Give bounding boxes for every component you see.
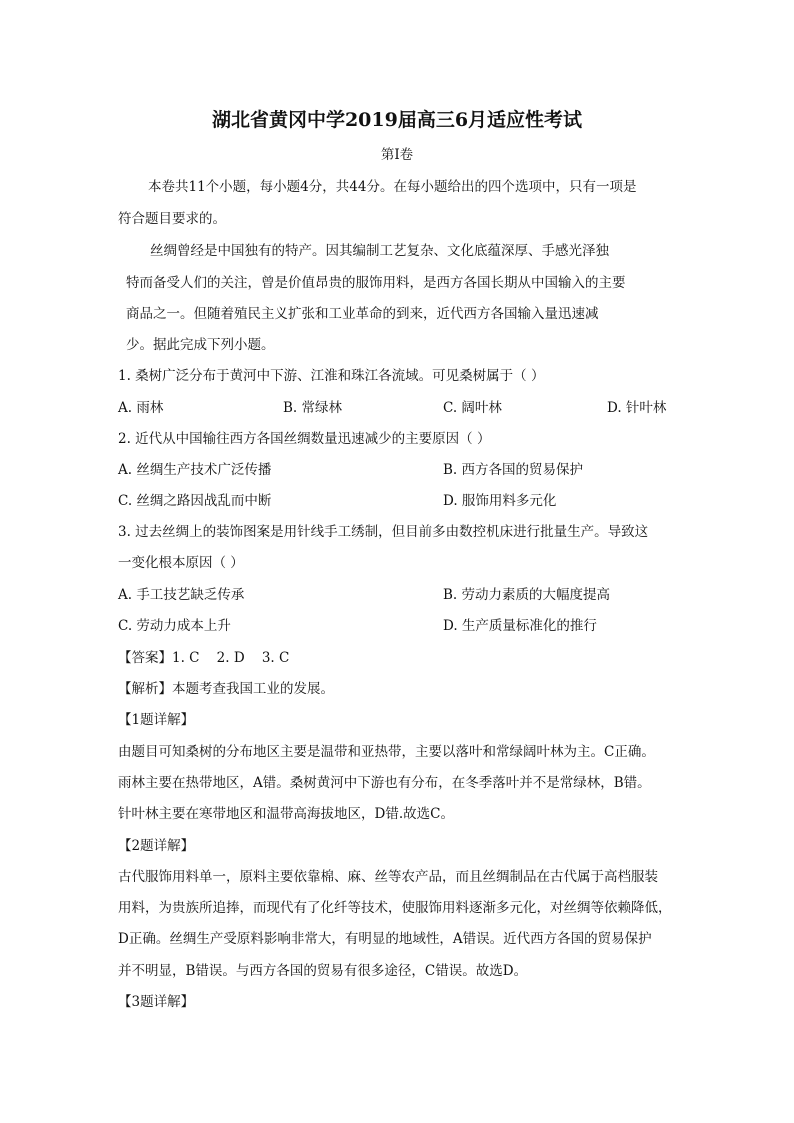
detail-1-heading: 【1题详解】: [118, 712, 195, 728]
answer-line: 【答案】1. C 2. D 3. C: [118, 650, 290, 666]
q2-option-b: B. 西方各国的贸易保护: [443, 462, 584, 478]
q3-option-c: C. 劳动力成本上升: [118, 618, 231, 634]
q3-option-b: B. 劳动力素质的大幅度提高: [443, 587, 611, 603]
q2-option-d: D. 服饰用料多元化: [443, 493, 557, 509]
page-title: 湖北省黄冈中学2019届高三6月适应性考试: [211, 109, 583, 131]
detail-3-heading: 【3题详解】: [118, 994, 195, 1010]
q2-option-a: A. 丝绸生产技术广泛传播: [118, 462, 272, 478]
question-3-stem-line-2: 一变化根本原因（ ）: [118, 555, 244, 571]
detail-2-heading: 【2题详解】: [118, 838, 195, 854]
detail-1-line-1: 由题目可知桑树的分布地区主要是温带和亚热带，主要以落叶和常绿阔叶林为主。C正确。: [118, 744, 655, 760]
section-heading: 第I卷: [380, 147, 414, 163]
detail-2-line-1: 古代服饰用料单一，原料主要依靠棉、麻、丝等农产品，而且丝绸制品在古代属于高档服装: [118, 869, 658, 885]
passage-line-3: 商品之一。但随着殖民主义扩张和工业革命的到来，近代西方各国输入量迅速减: [126, 306, 599, 322]
q1-option-b: B. 常绿林: [283, 400, 343, 416]
q3-option-a: A. 手工技艺缺乏传承: [118, 587, 245, 603]
q1-option-d: D. 针叶林: [607, 400, 667, 416]
question-1-stem: 1. 桑树广泛分布于黄河中下游、江淮和珠江各流域。可见桑树属于（ ）: [118, 368, 545, 384]
detail-2-line-2: 用料，为贵族所追捧，而现代有了化纤等技术，使服饰用料逐渐多元化，对丝绸等依赖降低，: [118, 900, 672, 916]
detail-2-line-3: D正确。丝绸生产受原料影响非常大，有明显的地域性，A错误。近代西方各国的贸易保护: [118, 931, 652, 947]
passage-line-4: 少。据此完成下列小题。: [126, 337, 275, 353]
question-2-stem: 2. 近代从中国输往西方各国丝绸数量迅速减少的主要原因（ ）: [118, 431, 491, 447]
detail-2-line-4: 并不明显，B错误。与西方各国的贸易有很多途径，C错误。故选D。: [118, 963, 528, 979]
q3-option-d: D. 生产质量标准化的推行: [443, 618, 597, 634]
instructions-line-2: 符合题目要求的。: [118, 211, 226, 227]
passage-line-2: 特而备受人们的关注，曾是价值昂贵的服饰用料，是西方各国长期从中国输入的主要: [126, 275, 626, 291]
detail-1-line-2: 雨林主要在热带地区，A错。桑树黄河中下游也有分布，在冬季落叶并不是常绿林，B错。: [118, 775, 651, 791]
q2-option-c: C. 丝绸之路因战乱而中断: [118, 493, 272, 509]
q1-option-a: A. 雨林: [118, 400, 164, 416]
instructions-line-1: 本卷共11个小题，每小题4分，共44分。在每小题给出的四个选项中，只有一项是: [148, 179, 637, 195]
analysis-line: 【解析】本题考查我国工业的发展。: [118, 681, 334, 697]
q1-option-c: C. 阔叶林: [443, 400, 502, 416]
passage-line-1: 丝绸曾经是中国独有的特产。因其编制工艺复杂、文化底蕴深厚、手感光泽独: [150, 243, 609, 259]
detail-1-line-3: 针叶林主要在寒带地区和温带高海拔地区，D错.故选C。: [118, 806, 454, 822]
question-3-stem-line-1: 3. 过去丝绸上的装饰图案是用针线手工绣制，但目前多由数控机床进行批量生产。导致这: [118, 524, 649, 540]
